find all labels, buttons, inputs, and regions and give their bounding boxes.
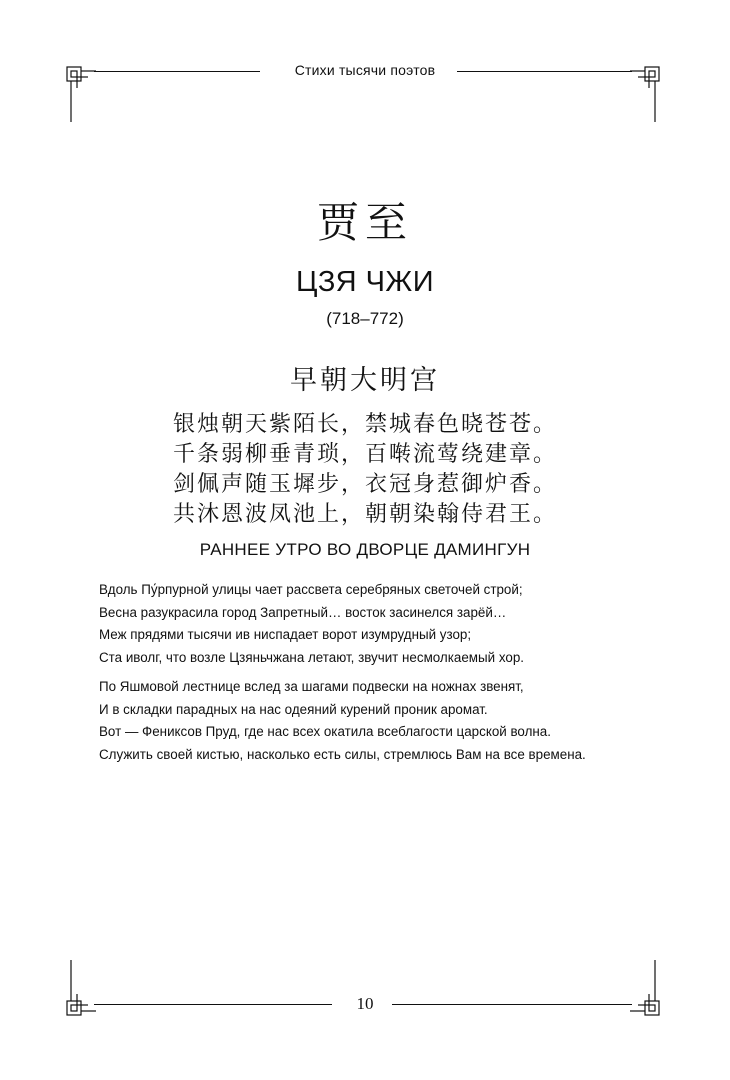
poem-line-russian: По Яшмовой лестнице вслед за шагами подвески на ножнах звенят, (99, 679, 524, 694)
poem-line-chinese: 银烛朝天紫陌长，禁城春色晓苍苍。 (172, 412, 557, 437)
poem-line-russian: И в складки парадных на нас одеяний курений проник аромат. (99, 701, 488, 717)
poem-stanza-1 (99, 579, 699, 670)
poet-name-chinese: 贾至 (316, 198, 413, 247)
running-head: Стихи тысячи поэтов (294, 62, 436, 78)
poem-title-russian: РАННЕЕ УТРО ВО ДВОРЦЕ ДАМИНГУН (199, 540, 531, 559)
corner-ornament-top-right-icon (630, 66, 660, 122)
poem-line-chinese: 共沐恩波凤池上，朝朝染翰侍君王。 (172, 502, 557, 527)
poem-line-russian: Ста иволг, что возле Цзяньчжана летают, звучит несмолкаемый хор. (99, 650, 524, 666)
corner-ornament-top-left-icon (66, 66, 96, 122)
poet-years: (718–772) (326, 309, 404, 328)
poem-line-chinese: 剑佩声随玉墀步，衣冠身惹御炉香。 (172, 472, 557, 497)
poem-line-russian: Меж прядями тысячи ив ниспадает ворот изумрудный узор; (99, 627, 472, 643)
poem-line-russian: Служить своей кистью, насколько есть силы, стремлюсь Вам на все времена. (99, 747, 586, 763)
page-number: 10 (356, 994, 374, 1013)
poem-line-chinese: 千条弱柳垂青琐，百啭流莺绕建章。 (172, 442, 557, 467)
poet-name-russian: ЦЗЯ ЧЖИ (295, 266, 435, 298)
poem-line-russian: Весна разукрасила город Запретный… восток засинелся зарёй… (99, 604, 507, 620)
header-rule-right (457, 71, 632, 72)
poem-chinese-text (0, 410, 730, 530)
poem-title-chinese: 早朝大明宫 (290, 365, 440, 396)
footer-rule-right (392, 1004, 632, 1005)
poem-line-russian: Вдоль Пу́рпурной улицы чает рассвета серебряных светочей строй; (99, 582, 523, 597)
poem-stanza-2 (99, 676, 699, 767)
poem-line-russian: Вот — Фениксов Пруд, где нас всех окатила всеблагости царской волна. (99, 724, 551, 740)
